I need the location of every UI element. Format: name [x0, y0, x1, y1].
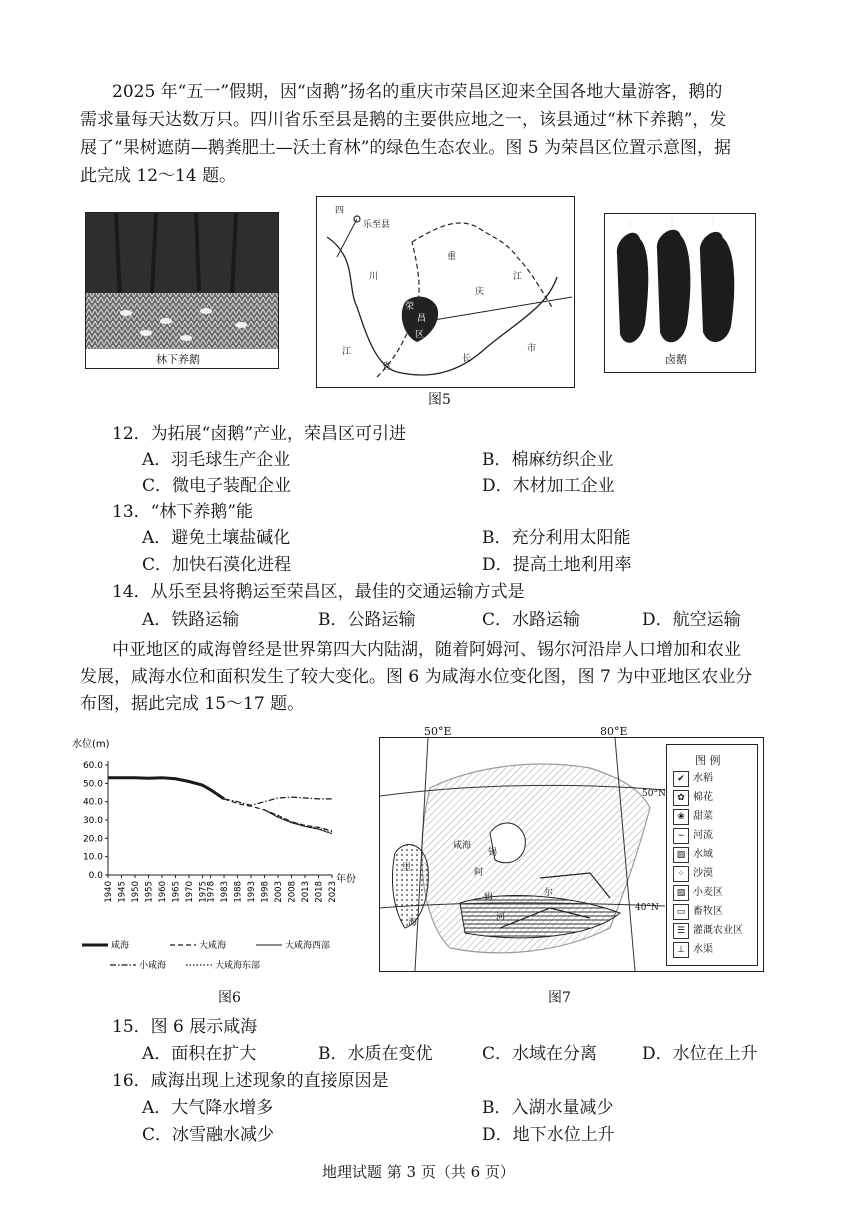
lon-label-50e-text: 50°E [424, 725, 452, 738]
q12-option-c: C．微电子装配企业 [142, 476, 292, 496]
q16-option-c: C．冰雪融水减少 [142, 1125, 275, 1145]
intro2-line-3: 布图，据此完成 15～17 题。 [80, 694, 305, 714]
q15-option-d: D．水位在上升 [642, 1044, 758, 1064]
page-footer: 地理试题 第 3 页（共 6 页） [322, 1163, 515, 1181]
x-tick-label: 1998 [260, 881, 271, 903]
legend-label: 水域 [693, 849, 713, 860]
map-label-chang2: 昌 [417, 314, 427, 324]
intro1-line-1: 2025 年“五一”假期，因“卤鹅”扬名的重庆市荣昌区迎来全国各地大量游客，鹅的 [112, 82, 723, 102]
q16-option-d: D．地下水位上升 [482, 1125, 615, 1145]
q12-option-d: D．木材加工企业 [482, 476, 615, 496]
lat-label-50n: 50°N [642, 789, 666, 799]
intro2-line-2: 发展，咸海水位和面积发生了较大变化。图 6 为咸海水位变化图，图 7 为中亚地区农业分 [80, 667, 753, 687]
y-tick-label: 10.0 [82, 852, 103, 863]
map-label-he: 河 [496, 913, 506, 923]
y-tick-label: 0.0 [88, 871, 103, 881]
map-label-xianhai: 咸海 [453, 841, 472, 851]
rongchang-location-map [316, 196, 575, 388]
series-line-4 [265, 810, 333, 832]
q14-option-d: D．航空运输 [642, 610, 741, 630]
fig7-caption: 图7 [548, 990, 571, 1006]
legend-item [673, 809, 713, 825]
y-tick-label: 50.0 [82, 779, 103, 790]
x-tick-label: 1955 [144, 881, 155, 903]
map-label-mu: 姆 [484, 893, 494, 903]
legend-symbol-icon: ✿ [673, 790, 689, 806]
legend-item [673, 942, 713, 958]
x-tick-label: 1993 [247, 881, 258, 903]
map-label-qu: 区 [415, 330, 425, 340]
series-line-0 [108, 778, 224, 799]
intro2-line-1: 中亚地区的咸海曾经是世界第四大内陆湖，随着阿姆河、锡尔河沿岸人口增加和农业 [112, 640, 741, 660]
legend-item [673, 904, 723, 920]
braised-goose-photo [604, 213, 756, 373]
legend-label: 灌溉农业区 [693, 925, 743, 936]
x-tick-label: 1940 [104, 881, 114, 903]
map-label-chang: 长 [462, 354, 472, 364]
x-tick-label: 1945 [117, 881, 128, 903]
legend-label-0: 咸海 [111, 941, 130, 951]
x-tick-label: 2018 [314, 881, 325, 903]
legend-label-3: 小咸海 [139, 961, 167, 971]
q14-option-c: C．水路运输 [482, 610, 581, 630]
q12-option-b: B．棉麻纺织企业 [482, 450, 614, 470]
legend-symbol-icon: ✔ [673, 771, 689, 787]
legend-symbol-icon: ❀ [673, 809, 689, 825]
legend-label: 水稻 [693, 773, 713, 784]
q15-stem: 15．图 6 展示咸海 [112, 1017, 258, 1037]
legend-item [673, 828, 713, 844]
legend-label: 甜菜 [693, 811, 713, 822]
intro1-line-4: 此完成 12～14 题。 [80, 166, 237, 186]
x-tick-label: 1975 [198, 881, 209, 903]
x-tick-label: 1950 [130, 881, 141, 903]
intro1-line-3: 展了“果树遮荫—鹅粪肥土—沃土育林”的绿色生态农业。图 5 为荣昌区位置示意图，据 [80, 138, 732, 158]
q13-option-d: D．提高土地利用率 [482, 555, 632, 575]
x-tick-label: 1983 [220, 881, 231, 903]
q15-option-a: A．面积在扩大 [142, 1044, 257, 1064]
legend-label: 河流 [693, 830, 713, 841]
q13-option-b: B．充分利用太阳能 [482, 528, 631, 548]
legend-item [673, 771, 713, 787]
y-tick-label: 20.0 [82, 834, 103, 845]
legend-symbol-icon: ⊥ [673, 942, 689, 958]
x-tick-label: 1978 [206, 881, 217, 903]
map-label-jiang2: 江 [513, 272, 523, 282]
map-label-rong: 荣 [405, 302, 415, 312]
legend-label-1: 大咸海 [199, 941, 227, 951]
map-label-chuan: 川 [369, 272, 379, 282]
series-line-1 [224, 799, 332, 831]
intro1-line-2: 需求量每天达数万只。四川省乐至县是鹅的主要供应地之一，该县通过“林下养鹅”，发 [80, 110, 727, 130]
x-tick-label: 1965 [171, 881, 182, 903]
q13-stem: 13．“林下养鹅”能 [112, 502, 254, 522]
q16-stem: 16．咸海出现上述现象的直接原因是 [112, 1071, 389, 1091]
map-label-xi: 锡 [488, 848, 498, 858]
q15-option-b: B．水质在变优 [318, 1044, 433, 1064]
lon-label-80e-text: 80°E [600, 725, 628, 738]
map-label-er: 尔 [544, 888, 554, 898]
legend-symbol-icon: ▭ [673, 904, 689, 920]
map-label-si: 四 [335, 206, 345, 216]
q15-option-c: C．水域在分离 [482, 1044, 598, 1064]
q12-stem: 12．为拓展“卤鹅”产业，荣昌区可引进 [112, 424, 407, 444]
legend-label-4: 大咸海东部 [215, 961, 261, 971]
q14-option-b: B．公路运输 [318, 610, 416, 630]
forest-goose-caption: 林下养鹅 [156, 353, 200, 366]
lat-label-40n: 40°N [635, 903, 659, 913]
map-label-qing: 庆 [475, 287, 485, 297]
chart-xlabel: 年份 [336, 874, 356, 885]
q13-option-c: C．加快石漠化进程 [142, 555, 292, 575]
fig6-caption: 图6 [218, 990, 241, 1006]
x-tick-label: 2008 [287, 881, 298, 903]
legend-symbol-icon: ⁘ [673, 866, 689, 882]
legend-item [673, 790, 713, 806]
chart-ylabel: 水位(m) [72, 739, 110, 750]
map-label-jiang: 江 [342, 347, 352, 357]
central-asia-agriculture-map [379, 737, 764, 972]
y-tick-label: 40.0 [82, 797, 103, 808]
map-label-sheng: 省 [382, 362, 392, 372]
map-label-hai: 海 [408, 918, 418, 928]
aral-water-level-chart [70, 735, 370, 985]
x-tick-label: 1960 [157, 881, 168, 903]
legend-item [673, 885, 723, 901]
legend-item [673, 847, 713, 863]
legend-symbol-icon: ▨ [673, 847, 689, 863]
q14-stem: 14．从乐至县将鹅运至荣昌区，最佳的交通运输方式是 [112, 582, 525, 602]
y-tick-label: 30.0 [82, 816, 103, 826]
x-tick-label: 1988 [233, 881, 244, 903]
q12-option-a: A．羽毛球生产企业 [142, 450, 291, 470]
legend-title: 图 例 [695, 754, 721, 767]
forest-goose-photo [85, 212, 279, 369]
legend-item [673, 866, 713, 882]
legend-label-2: 大咸海西部 [285, 941, 331, 951]
x-tick-label: 2023 [328, 881, 338, 903]
fig5-caption: 图5 [428, 392, 451, 408]
braised-goose-caption: 卤鹅 [665, 353, 687, 366]
map-label-lezhi: 乐至县 [363, 220, 391, 230]
q16-option-b: B．入湖水量减少 [482, 1098, 614, 1118]
legend-label: 沙漠 [693, 868, 713, 879]
legend-label: 畜牧区 [693, 906, 723, 917]
map-label-li: 里 [402, 863, 412, 873]
map-legend [666, 744, 758, 966]
legend-label: 小麦区 [693, 887, 723, 898]
map-label-shi: 市 [527, 344, 537, 354]
x-tick-label: 1970 [184, 881, 195, 903]
legend-symbol-icon: ▧ [673, 885, 689, 901]
y-tick-label: 60.0 [82, 761, 103, 771]
legend-symbol-icon: ∼ [673, 828, 689, 844]
legend-item [673, 923, 743, 939]
q13-option-a: A．避免土壤盐碱化 [142, 528, 291, 548]
legend-symbol-icon: ☰ [673, 923, 689, 939]
legend-label: 水渠 [693, 944, 713, 955]
map-label-a: 阿 [474, 868, 484, 878]
map-label-chong: 重 [447, 252, 457, 262]
x-tick-label: 2013 [301, 881, 312, 903]
q16-option-a: A．大气降水增多 [142, 1098, 274, 1118]
q14-option-a: A．铁路运输 [142, 610, 240, 630]
legend-label: 棉花 [693, 792, 713, 803]
x-tick-label: 2003 [274, 881, 285, 903]
